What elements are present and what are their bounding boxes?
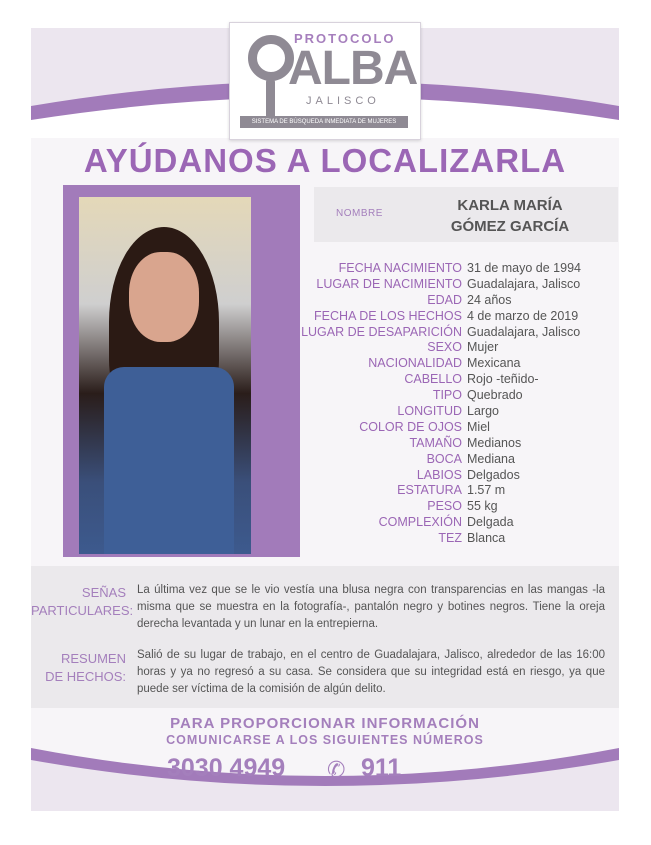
detail-label: COLOR DE OJOS (359, 419, 462, 434)
detail-row (270, 293, 581, 309)
photo-overalls (104, 367, 234, 554)
detail-value: Miel (467, 419, 490, 434)
detail-value: Mexicana (467, 356, 521, 371)
detail-row (270, 277, 581, 293)
logo-line3: JALISCO (306, 95, 380, 107)
detail-value: Delgados (467, 467, 520, 482)
detail-value: Blanca (467, 531, 506, 546)
senas-label-line1: SEÑAS (81, 585, 126, 600)
detail-value: Medianos (467, 435, 522, 450)
detail-label: PESO (427, 499, 462, 514)
detail-value: Delgada (467, 515, 514, 530)
detail-row (270, 468, 581, 484)
detail-label: LUGAR DE NACIMIENTO (316, 276, 462, 291)
full-name (405, 195, 615, 237)
detail-value: Guadalajara, Jalisco (467, 324, 581, 339)
resumen-label-line1: RESUMEN (60, 651, 126, 666)
detail-row (270, 420, 581, 436)
detail-label: TAMAÑO (409, 435, 462, 450)
detail-row (270, 309, 581, 325)
name-line1: KARLA MARÍA (457, 197, 563, 214)
phone-icon: ✆ (327, 757, 346, 782)
headline: AYÚDANOS A LOCALIZARLA (83, 142, 567, 179)
logo-line2: ALBA (288, 42, 418, 95)
senas-label (31, 584, 134, 620)
resumen-label (31, 650, 126, 686)
detail-value: Quebrado (467, 388, 523, 403)
detail-label: BOCA (426, 451, 462, 466)
detail-row (270, 356, 581, 372)
logo-tagline: SISTEMA DE BÚSQUEDA INMEDIATA DE MUJERES (240, 116, 408, 128)
detail-value: 24 años (467, 292, 512, 307)
detail-label: LUGAR DE DESAPARICIÓN (301, 324, 462, 339)
info-line1: PARA PROPORCIONAR INFORMACIÓN (170, 715, 480, 732)
protocolo-alba-logo (229, 22, 421, 140)
detail-label: LABIOS (416, 467, 462, 482)
detail-value: Rojo -teñido- (467, 372, 539, 387)
resumen-text: Salió de su lugar de trabajo, en el centro de Guadalajara, Jalisco, alrededor de las 16:00 horas y ya no regresó a su casa. Se considera que su integridad está en riesgo, ya que puede ser víctima de la comisión de algún delito. (137, 649, 605, 695)
detail-label: EDAD (427, 292, 462, 307)
name-line2: GÓMEZ GARCÍA (450, 218, 570, 235)
senas-label-line2: PARTICULARES: (31, 603, 134, 618)
detail-value: Guadalajara, Jalisco (467, 276, 581, 291)
phone-number-2[interactable]: 911 (361, 754, 402, 782)
detail-value: Largo (467, 404, 499, 419)
detail-value: 55 kg (467, 499, 498, 514)
resumen-label-line2: DE HECHOS: (45, 669, 126, 684)
info-line2: COMUNICARSE A LOS SIGUIENTES NÚMEROS (166, 733, 484, 747)
detail-row (270, 515, 581, 531)
detail-label: FECHA DE LOS HECHOS (314, 308, 462, 323)
detail-value: 31 de mayo de 1994 (467, 261, 581, 275)
details-list (270, 261, 581, 547)
logo-line1: PROTOCOLO (294, 31, 396, 46)
detail-label: NACIONALIDAD (368, 356, 462, 371)
name-label: NOMBRE (336, 208, 383, 219)
detail-label: COMPLEXIÓN (378, 515, 462, 530)
phone-number-1[interactable]: 3030 4949 (167, 754, 286, 782)
detail-row (270, 340, 581, 356)
senas-text: La última vez que se le vio vestía una blusa negra con transparencias en las mangas -la misma que se muestra en la fotografía-, pantalón negro y botines negros. Tiene la oreja derecha levantada y un lunar en la entrepierna. (137, 584, 605, 630)
photo-face (129, 252, 199, 342)
detail-label: CABELLO (404, 372, 462, 387)
detail-label: SEXO (427, 340, 462, 355)
detail-value: Mujer (467, 340, 499, 355)
detail-label: ESTATURA (397, 483, 462, 498)
detail-label: TEZ (438, 531, 462, 546)
detail-row (270, 404, 581, 420)
detail-row (270, 388, 581, 404)
detail-row (270, 436, 581, 452)
detail-value: Mediana (467, 451, 515, 466)
detail-row (270, 261, 581, 277)
detail-value: 4 de marzo de 2019 (467, 308, 579, 323)
detail-row (270, 483, 581, 499)
detail-label: TIPO (432, 388, 462, 403)
detail-row (270, 531, 581, 547)
detail-label: FECHA NACIMIENTO (338, 261, 462, 275)
missing-person-photo (79, 197, 251, 554)
detail-label: LONGITUD (397, 404, 462, 419)
detail-row (270, 372, 581, 388)
detail-value: 1.57 m (467, 483, 506, 498)
detail-row (270, 325, 581, 341)
detail-row (270, 499, 581, 515)
detail-row (270, 452, 581, 468)
